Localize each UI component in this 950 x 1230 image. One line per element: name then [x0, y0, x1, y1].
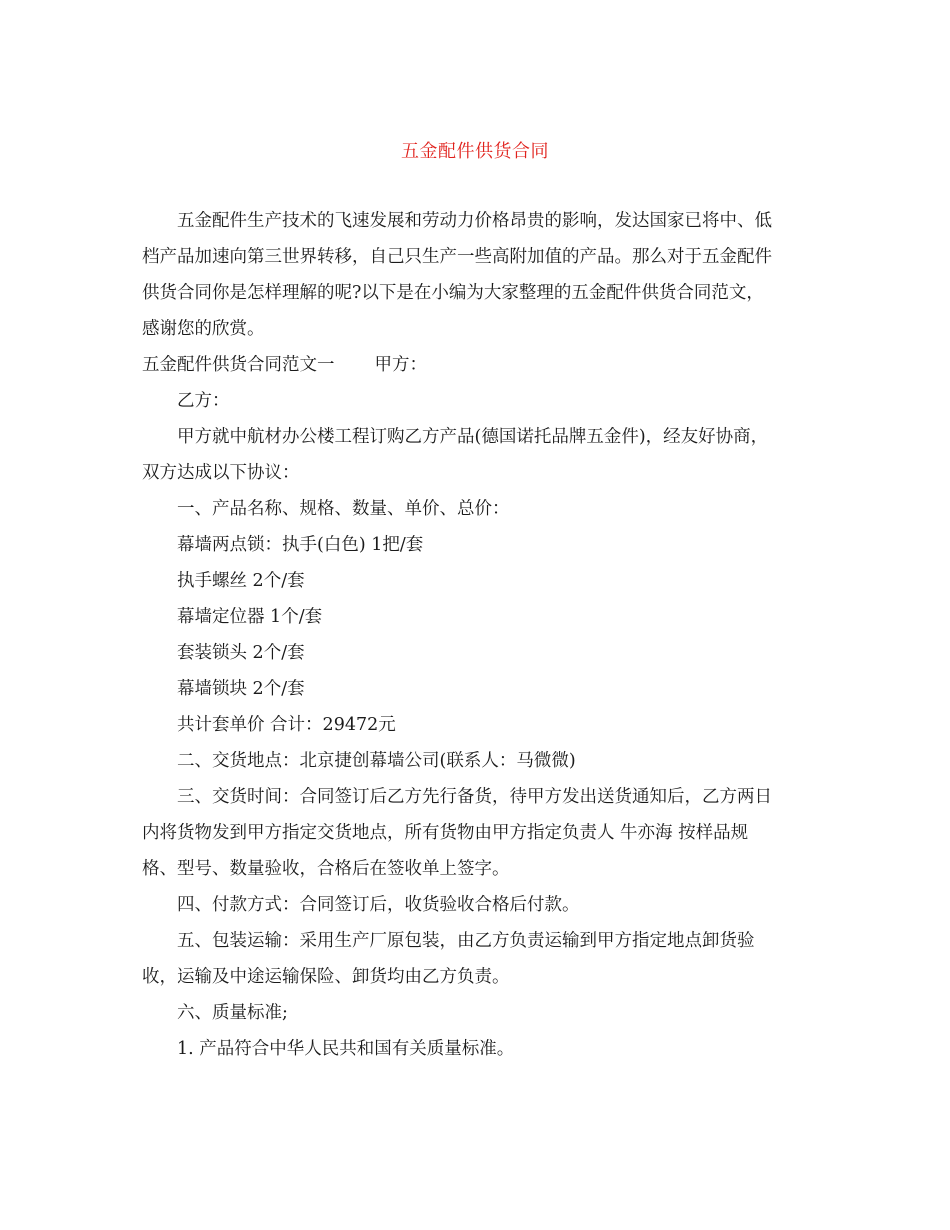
preamble-line: 双方达成以下协议：: [142, 463, 300, 483]
product-item: 套装锁头 2个/套: [177, 643, 305, 663]
intro-line: 供货合同你是怎样理解的呢?以下是在小编为大家整理的五金配件供货合同范文，: [142, 283, 764, 303]
clause5-line: 收，运输及中途运输保险、卸货均由乙方负责。: [142, 967, 510, 987]
total-line: 共计套单价 合计：29472元: [177, 715, 396, 735]
sample-heading: 五金配件供货合同范文一: [142, 355, 335, 375]
product-item: 执手螺丝 2个/套: [177, 571, 305, 591]
clause3-line: 格、型号、数量验收，合格后在签收单上签字。: [142, 859, 510, 879]
clause4: 四、付款方式：合同签订后，收货验收合格后付款。: [177, 895, 580, 915]
clause6-item: 1. 产品符合中华人民共和国有关质量标准。: [177, 1039, 515, 1059]
clause1-heading: 一、产品名称、规格、数量、单价、总价：: [177, 499, 510, 519]
clause5-line: 五、包装运输：采用生产厂原包装，由乙方负责运输到甲方指定地点卸货验: [177, 931, 755, 951]
clause2: 二、交货地点：北京捷创幕墙公司(联系人：马微微): [177, 751, 576, 771]
party-a-label: 甲方：: [374, 355, 427, 375]
contract-body: [142, 347, 814, 1067]
product-item: 幕墙定位器 1个/套: [177, 607, 323, 627]
party-b-label: 乙方：: [177, 391, 230, 411]
intro-line: 感谢您的欣赏。: [142, 319, 265, 339]
product-item: 幕墙两点锁：执手(白色) 1把/套: [177, 535, 424, 555]
intro-line: 五金配件生产技术的飞速发展和劳动力价格昂贵的影响，发达国家已将中、低: [177, 211, 772, 231]
clause6-heading: 六、质量标准;: [177, 1003, 288, 1023]
sample-heading-line: [142, 347, 814, 383]
product-item: 幕墙锁块 2个/套: [177, 679, 305, 699]
clause3-line: 三、交货时间：合同签订后乙方先行备货，待甲方发出送货通知后，乙方两日: [177, 787, 772, 807]
intro-paragraph: [142, 203, 814, 347]
clause3-line: 内将货物发到甲方指定交货地点，所有货物由甲方指定负责人 牛亦海 按样品规: [142, 823, 749, 843]
preamble-line: 甲方就中航材办公楼工程订购乙方产品(德国诺托品牌五金件)，经友好协商，: [177, 427, 769, 447]
document-title: 五金配件供货合同: [401, 141, 549, 162]
intro-line: 档产品加速向第三世界转移，自己只生产一些高附加值的产品。那么对于五金配件: [142, 247, 772, 267]
